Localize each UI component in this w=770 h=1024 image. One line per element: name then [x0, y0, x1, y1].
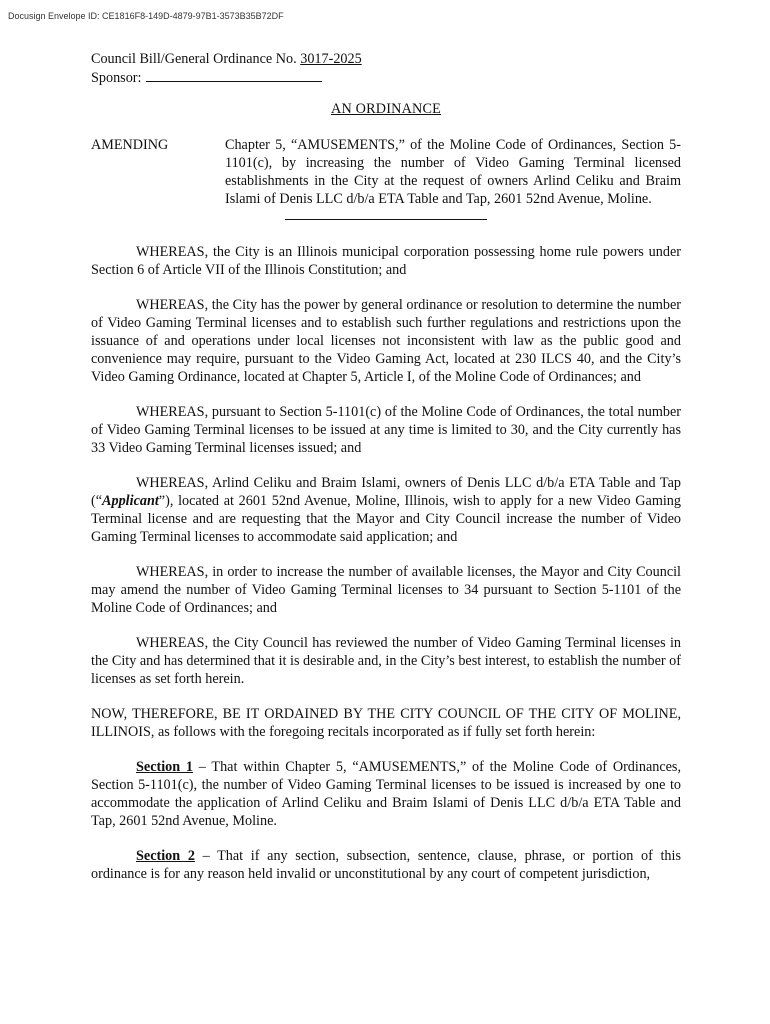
- whereas-paragraph-4: [91, 474, 681, 546]
- bill-number-line: [91, 50, 681, 68]
- sponsor-line: [91, 68, 681, 86]
- whereas-paragraph-3: WHEREAS, pursuant to Section 5-1101(c) of the Moline Code of Ordinances, the total number of Video Gaming Terminal licenses to be issued at any time is limited to 30, and the City currently has 33 Video Gaming Terminal licenses issued; and: [91, 404, 681, 456]
- section-2-paragraph: [91, 847, 681, 883]
- whereas-paragraph-6: WHEREAS, the City Council has reviewed the number of Video Gaming Terminal licenses in the City and has determined that it is desirable and, in the City’s best interest, to establish the number of licenses as set forth herein.: [91, 635, 681, 687]
- whereas-4-before: WHEREAS, Arlind Celiku and Braim Islami, owners of Denis LLC d/b/a ETA Table and Tap (“: [91, 475, 681, 509]
- ordinance-body: [91, 243, 681, 900]
- section-1-text: – That within Chapter 5, “AMUSEMENTS,” of the Moline Code of Ordinances, Section 5-1101(c), the number of Video Gaming Terminal licenses to be issued is increased by one to accommodate the application of Arlind Celiku and Braim Islami of Denis LLC d/b/a ETA Table and Tap, 2601 52nd Avenue, Moline.: [91, 759, 681, 829]
- whereas-paragraph-1: WHEREAS, the City is an Illinois municipal corporation possessing home rule powers under Section 6 of Article VII of the Illinois Constitution; and: [91, 244, 681, 278]
- sponsor-blank-line: [146, 68, 322, 82]
- separator-line: [285, 219, 487, 220]
- ordinance-header: [91, 50, 681, 86]
- amending-label: AMENDING: [91, 137, 169, 153]
- bill-label: Council Bill/General Ordinance No.: [91, 51, 301, 67]
- section-2-text: – That if any section, subsection, sentence, clause, phrase, or portion of this ordinance is for any reason held invalid or unconstitutional by any court of competent jurisdiction,: [91, 848, 681, 882]
- sponsor-label: Sponsor:: [91, 70, 142, 86]
- bill-number: 3017-2025: [300, 51, 362, 67]
- section-1-paragraph: [91, 758, 681, 830]
- applicant-term: Applicant: [102, 493, 159, 509]
- ordinance-title: AN ORDINANCE: [331, 101, 441, 117]
- whereas-paragraph-5: WHEREAS, in order to increase the number of available licenses, the Mayor and City Council may amend the number of Video Gaming Terminal licenses to 34 pursuant to Section 5-1101 of the Moline Code of Ordinances; and: [91, 564, 681, 616]
- docusign-envelope-id: Docusign Envelope ID: CE1816F8-149D-4879-97B1-3573B35B72DF: [8, 11, 284, 21]
- whereas-4-after: ”), located at 2601 52nd Avenue, Moline, Illinois, wish to apply for a new Video Gaming Terminal license and are requesting that the Mayor and City Council increase the number of Video Gaming Terminal licenses to accommodate said application; and: [91, 493, 681, 545]
- whereas-paragraph-2: WHEREAS, the City has the power by general ordinance or resolution to determine the number of Video Gaming Terminal licenses and to establish such further regulations and restrictions upon the issuance of and operations under local licenses not inconsistent with law as the public good and convenience may require, pursuant to the Video Gaming Act, located at 230 ILCS 40, and the City’s Video Gaming Ordinance, located at Chapter 5, Article I, of the Moline Code of Ordinances; and: [91, 297, 681, 385]
- amending-text: Chapter 5, “AMUSEMENTS,” of the Moline Code of Ordinances, Section 5-1101(c), by increasing the number of Video Gaming Terminal licensed establishments in the City at the request of owners Arlind Celiku and Braim Islami of Denis LLC d/b/a ETA Table and Tap, 2601 52nd Avenue, Moline.: [225, 137, 681, 207]
- section-2-heading: Section 2: [136, 848, 195, 864]
- section-1-heading: Section 1: [136, 759, 194, 775]
- ordained-clause: NOW, THEREFORE, BE IT ORDAINED BY THE CITY COUNCIL OF THE CITY OF MOLINE, ILLINOIS, as follows with the foregoing recitals incorporated as if fully set forth herein:: [91, 706, 681, 740]
